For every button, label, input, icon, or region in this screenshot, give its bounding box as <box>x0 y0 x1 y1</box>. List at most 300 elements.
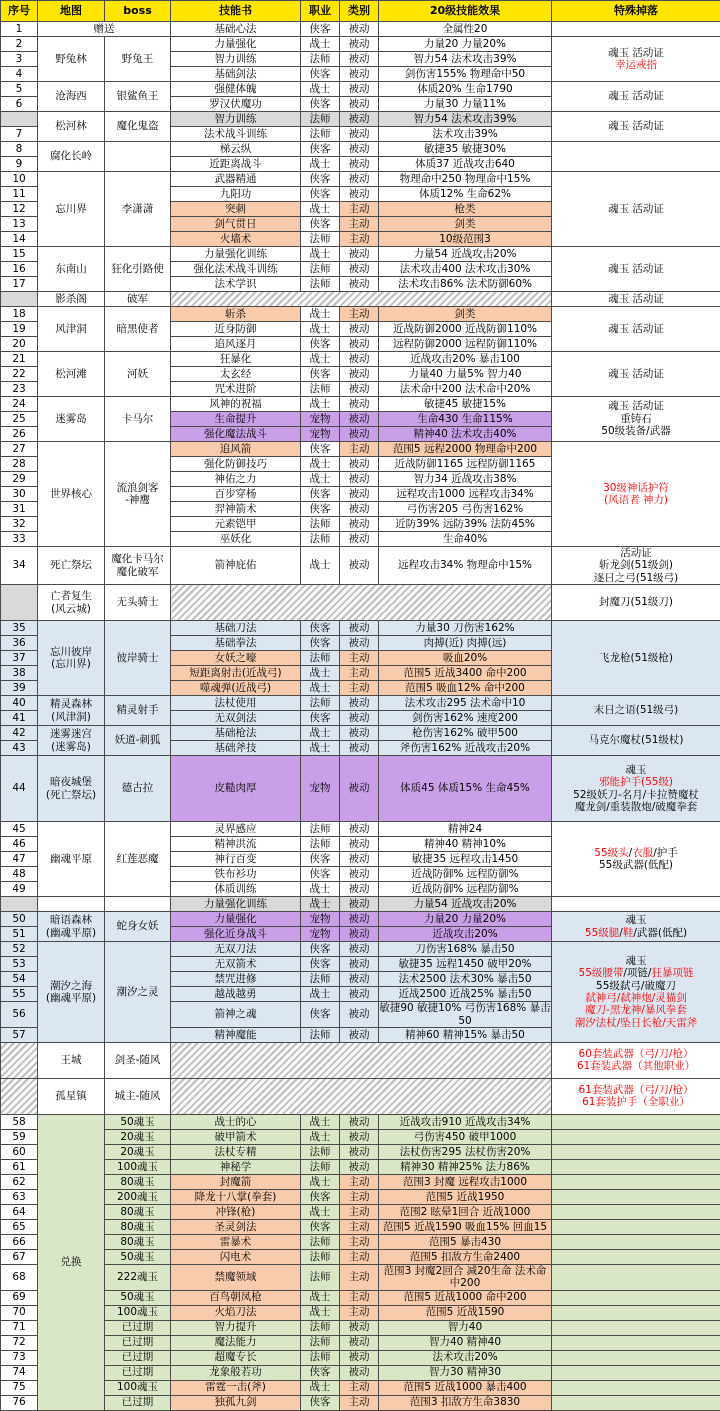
cell-class: 战士 <box>301 322 340 337</box>
table-row <box>1 247 720 262</box>
cell-num: 14 <box>1 232 38 247</box>
cell-special-drop <box>552 1290 720 1305</box>
cell-category: 被动 <box>340 1144 379 1159</box>
cell-num: 50 <box>1 912 38 927</box>
cell-category: 主动 <box>340 1380 379 1395</box>
cell-effect: 力量30 刀伤害162% <box>379 621 552 636</box>
cell-class: 战士 <box>301 397 340 412</box>
cell-boss: 潮汐之灵 <box>105 942 171 1043</box>
cell-map: 松河林 <box>38 112 105 142</box>
cell-category: 被动 <box>340 711 379 726</box>
cell-skill-book: 禁咒进修 <box>171 972 301 987</box>
cell-category: 被动 <box>340 262 379 277</box>
cell-class: 法师 <box>301 1144 340 1159</box>
cell-special-drop <box>552 1219 720 1234</box>
cell-class: 侠客 <box>301 1002 340 1028</box>
table-row <box>1 1078 720 1114</box>
cell-class: 侠客 <box>301 367 340 382</box>
cell-class: 法师 <box>301 382 340 397</box>
cell-map: 腐化长岭 <box>38 142 105 172</box>
cell-class: 战士 <box>301 666 340 681</box>
cell-special-drop: 魂玉 活动证 <box>552 247 720 292</box>
cell-special-drop: 61套装武器（弓/刀/枪） 61套装护手（全职业） <box>552 1078 720 1114</box>
cell-class: 侠客 <box>301 636 340 651</box>
cell-effect: 近战攻击20% <box>379 927 552 942</box>
cell-effect: 近防39% 远防39% 法防45% <box>379 517 552 532</box>
cell-num: 26 <box>1 427 38 442</box>
col-header-category: 类别 <box>340 1 379 22</box>
cell-class: 侠客 <box>301 1365 340 1380</box>
cell-num: 29 <box>1 472 38 487</box>
table-row <box>1 1234 720 1249</box>
cell-num: 5 <box>1 82 38 97</box>
cell-class: 战士 <box>301 82 340 97</box>
cell-skill-book: 力量强化 <box>171 37 301 52</box>
cell-num: 69 <box>1 1290 38 1305</box>
table-row <box>1 547 720 585</box>
table-row <box>1 912 720 927</box>
cell-special-drop <box>552 1129 720 1144</box>
cell-skill-book: 降龙十八掌(拳套) <box>171 1189 301 1204</box>
cell-category: 被动 <box>340 1320 379 1335</box>
cell-effect: 弓伤害205 弓伤害162% <box>379 502 552 517</box>
cell-boss: 精灵射手 <box>105 696 171 726</box>
cell-skill-book: 独孤九剑 <box>171 1395 301 1410</box>
cell-num: 23 <box>1 382 38 397</box>
cell-class: 侠客 <box>301 867 340 882</box>
cell-num: 37 <box>1 651 38 666</box>
table-row <box>1 1380 720 1395</box>
cell-effect: 范围5 近战1000 暴击400 <box>379 1380 552 1395</box>
cell-num: 74 <box>1 1365 38 1380</box>
cell-boss: 妖道-刺狐 <box>105 726 171 756</box>
cell-category: 被动 <box>340 322 379 337</box>
cell-effect: 枪伤害162% 破甲500 <box>379 726 552 741</box>
cell-effect: 力量54 近战攻击20% <box>379 247 552 262</box>
cell-category: 被动 <box>340 472 379 487</box>
table-row <box>1 585 720 621</box>
cell-skill-book: 体质训练 <box>171 882 301 897</box>
cell-map: 死亡祭坛 <box>38 547 105 585</box>
cell-special-drop: 活动证 斩龙剑(51级剑) 逐日之弓(51级弓) <box>552 547 720 585</box>
cell-boss: 李潇潇 <box>105 172 171 247</box>
table-row <box>1 726 720 741</box>
cell-skill-book: 巫妖化 <box>171 532 301 547</box>
cell-num: 13 <box>1 217 38 232</box>
cell-class: 战士 <box>301 1290 340 1305</box>
cell-category: 被动 <box>340 367 379 382</box>
cell-special-drop: 魂玉 活动证 <box>552 307 720 352</box>
cell-category: 被动 <box>340 337 379 352</box>
cell-class: 战士 <box>301 987 340 1002</box>
cell-map: 精灵森林 (风津洞) <box>38 696 105 726</box>
table-row <box>1 621 720 636</box>
cell-effect: 剑类 <box>379 217 552 232</box>
table-row <box>1 1144 720 1159</box>
cell-skill-book: 强化魔法战斗 <box>171 427 301 442</box>
cell-skill-book: 神佑之力 <box>171 472 301 487</box>
cell-num: 10 <box>1 172 38 187</box>
cell-boss: 彼岸骑士 <box>105 621 171 696</box>
cell-num: 67 <box>1 1249 38 1264</box>
cell-skill-book: 百鸟朝凤枪 <box>171 1290 301 1305</box>
cell-category: 被动 <box>340 187 379 202</box>
cell-map: 东南山 <box>38 247 105 292</box>
cell-class: 战士 <box>301 547 340 585</box>
table-row <box>1 397 720 412</box>
cell-effect: 体质37 近战攻击640 <box>379 157 552 172</box>
cell-num: 76 <box>1 1395 38 1410</box>
cell-category: 被动 <box>340 1002 379 1028</box>
cell-special-drop <box>552 1350 720 1365</box>
cell-effect: 近战防御2000 近战防御110% <box>379 322 552 337</box>
cell-map: 迷雾迷宫 (迷雾岛) <box>38 726 105 756</box>
cell-num: 44 <box>1 756 38 822</box>
cell-effect: 敏捷35 远程1450 破甲20% <box>379 957 552 972</box>
cell-num <box>1 292 38 307</box>
cell-effect: 范围5 近战1950 <box>379 1189 552 1204</box>
cell-map: 亡者复生 (风云城) <box>38 585 105 621</box>
cell-category: 被动 <box>340 37 379 52</box>
cell-category: 主动 <box>340 232 379 247</box>
cell-class: 侠客 <box>301 172 340 187</box>
cell-skill-book: 超魔专长 <box>171 1350 301 1365</box>
cell-category: 被动 <box>340 741 379 756</box>
table-row <box>1 696 720 711</box>
cell-num: 35 <box>1 621 38 636</box>
cell-skill-book <box>171 1042 552 1078</box>
table-row <box>1 1159 720 1174</box>
cell-special-drop: 魂玉 55级腿/鞋/武器(低配) <box>552 912 720 942</box>
cell-effect: 近战攻击910 近战攻击34% <box>379 1114 552 1129</box>
cell-skill-book: 羿神箭术 <box>171 502 301 517</box>
cell-category: 主动 <box>340 1219 379 1234</box>
table-row <box>1 822 720 837</box>
cell-special-drop <box>552 1159 720 1174</box>
cell-skill-book: 箭神之魂 <box>171 1002 301 1028</box>
cell-class: 战士 <box>301 1305 340 1320</box>
table-header <box>1 1 720 22</box>
cell-skill-book: 太玄经 <box>171 367 301 382</box>
cell-effect: 剑类 <box>379 307 552 322</box>
cell-class: 侠客 <box>301 217 340 232</box>
col-header-num: 序号 <box>1 1 38 22</box>
cell-effect: 敏捷35 远程攻击1450 <box>379 852 552 867</box>
cell-num: 61 <box>1 1159 38 1174</box>
cell-num: 43 <box>1 741 38 756</box>
cell-class: 战士 <box>301 726 340 741</box>
cell-class: 侠客 <box>301 942 340 957</box>
cell-boss: 已过期 <box>105 1335 171 1350</box>
table-row <box>1 942 720 957</box>
table-row <box>1 1320 720 1335</box>
cell-effect: 刀伤害168% 暴击50 <box>379 942 552 957</box>
cell-category: 被动 <box>340 1114 379 1129</box>
cell-num: 59 <box>1 1129 38 1144</box>
cell-num: 68 <box>1 1264 38 1290</box>
cell-class: 侠客 <box>301 142 340 157</box>
cell-category: 被动 <box>340 382 379 397</box>
col-header-special-drop: 特殊掉落 <box>552 1 720 22</box>
cell-skill-book: 斩杀 <box>171 307 301 322</box>
cell-num: 31 <box>1 502 38 517</box>
cell-effect: 智力54 法术攻击39% <box>379 52 552 67</box>
cell-category: 主动 <box>340 1204 379 1219</box>
cell-effect: 10级范围3 <box>379 232 552 247</box>
cell-skill-book: 近身防御 <box>171 322 301 337</box>
cell-skill-book: 无双箭术 <box>171 957 301 972</box>
cell-num <box>1 1078 38 1114</box>
cell-num: 57 <box>1 1027 38 1042</box>
cell-skill-book: 龙象般若功 <box>171 1365 301 1380</box>
cell-class: 法师 <box>301 1249 340 1264</box>
cell-category: 被动 <box>340 112 379 127</box>
cell-category: 被动 <box>340 427 379 442</box>
cell-special-drop <box>552 1335 720 1350</box>
table-row <box>1 142 720 157</box>
cell-effect: 敏捷35 敏捷30% <box>379 142 552 157</box>
cell-class: 战士 <box>301 307 340 322</box>
cell-category: 被动 <box>340 942 379 957</box>
cell-effect: 智力34 近战攻击38% <box>379 472 552 487</box>
cell-special-drop: 魂玉 55级腰带/项链/狂暴项链 55级弑弓/破魔刀 弑神弓/弑神炮/灵猫剑 魔刀-黑龙神/暴风拳套 潮汐法杖/坠日长枪/天雷斧 <box>552 942 720 1043</box>
cell-skill-book: 力量强化 <box>171 912 301 927</box>
cell-skill-book: 皮糙肉厚 <box>171 756 301 822</box>
cell-category: 被动 <box>340 517 379 532</box>
cell-skill-book: 神行百变 <box>171 852 301 867</box>
cell-effect: 斧伤害162% 近战攻击20% <box>379 741 552 756</box>
cell-map: 赠送 <box>38 22 171 37</box>
cell-boss: 已过期 <box>105 1320 171 1335</box>
cell-num: 9 <box>1 157 38 172</box>
cell-category: 被动 <box>340 621 379 636</box>
cell-num: 71 <box>1 1320 38 1335</box>
header-row <box>1 1 720 22</box>
cell-category: 主动 <box>340 202 379 217</box>
cell-num: 27 <box>1 442 38 457</box>
cell-category: 被动 <box>340 1159 379 1174</box>
cell-skill-book: 神秘学 <box>171 1159 301 1174</box>
cell-effect: 法术命中200 法术命中20% <box>379 382 552 397</box>
cell-special-drop <box>552 1114 720 1129</box>
cell-effect: 范围2 眩晕1回合 近战1000 <box>379 1204 552 1219</box>
cell-category: 被动 <box>340 82 379 97</box>
cell-num: 12 <box>1 202 38 217</box>
cell-skill-book: 法杖专精 <box>171 1144 301 1159</box>
cell-class: 侠客 <box>301 487 340 502</box>
cell-effect: 法术攻击295 法术命中10 <box>379 696 552 711</box>
cell-effect: 精神30 精神25% 法力86% <box>379 1159 552 1174</box>
cell-effect: 远程攻击34% 物理命中15% <box>379 547 552 585</box>
cell-num <box>1 1042 38 1078</box>
cell-class: 法师 <box>301 1335 340 1350</box>
cell-special-drop <box>552 897 720 912</box>
cell-skill-book <box>171 585 552 621</box>
cell-boss: 222魂玉 <box>105 1264 171 1290</box>
cell-map: 暗语森林 (幽魂平原) <box>38 912 105 942</box>
cell-num: 1 <box>1 22 38 37</box>
cell-class: 侠客 <box>301 442 340 457</box>
cell-effect: 范围3 扣敌方生命3830 <box>379 1395 552 1410</box>
table-row <box>1 442 720 457</box>
cell-num: 49 <box>1 882 38 897</box>
col-header-boss: boss <box>105 1 171 22</box>
cell-class: 法师 <box>301 1234 340 1249</box>
cell-class: 侠客 <box>301 22 340 37</box>
cell-class: 侠客 <box>301 1219 340 1234</box>
cell-special-drop <box>552 1234 720 1249</box>
cell-special-drop: 魂玉 活动证 <box>552 292 720 307</box>
cell-special-drop: 30级神话护符 (风语者 神力) <box>552 442 720 547</box>
cell-map: 影杀阁 <box>38 292 105 307</box>
cell-class: 战士 <box>301 202 340 217</box>
cell-num: 52 <box>1 942 38 957</box>
cell-class: 宠物 <box>301 912 340 927</box>
cell-map: 忘川界 <box>38 172 105 247</box>
cell-category: 被动 <box>340 67 379 82</box>
cell-skill-book: 女妖之嚎 <box>171 651 301 666</box>
cell-skill-book: 精神魔能 <box>171 1027 301 1042</box>
cell-num: 60 <box>1 1144 38 1159</box>
cell-effect: 法术攻击400 法术攻击30% <box>379 262 552 277</box>
cell-boss: 50魂玉 <box>105 1114 171 1129</box>
cell-class: 侠客 <box>301 957 340 972</box>
cell-category: 主动 <box>340 666 379 681</box>
cell-category: 被动 <box>340 912 379 927</box>
cell-num: 56 <box>1 1002 38 1028</box>
cell-num: 6 <box>1 97 38 112</box>
cell-num: 64 <box>1 1204 38 1219</box>
cell-num: 7 <box>1 127 38 142</box>
table-row <box>1 1335 720 1350</box>
cell-class: 宠物 <box>301 756 340 822</box>
cell-skill-book: 风神的祝福 <box>171 397 301 412</box>
cell-boss: 已过期 <box>105 1395 171 1410</box>
cell-effect: 法术攻击39% <box>379 127 552 142</box>
cell-class: 战士 <box>301 681 340 696</box>
cell-num: 34 <box>1 547 38 585</box>
table-row <box>1 292 720 307</box>
cell-skill-book: 力量强化训练 <box>171 897 301 912</box>
cell-class: 法师 <box>301 1350 340 1365</box>
cell-effect: 范围5 近战1590 吸血15% 回血15 <box>379 1219 552 1234</box>
cell-effect: 全属性20 <box>379 22 552 37</box>
cell-num: 24 <box>1 397 38 412</box>
cell-class: 战士 <box>301 157 340 172</box>
cell-num: 70 <box>1 1305 38 1320</box>
cell-effect: 力量20 力量20% <box>379 912 552 927</box>
cell-num: 8 <box>1 142 38 157</box>
cell-special-drop <box>552 1189 720 1204</box>
table-row <box>1 756 720 822</box>
cell-special-drop: 末日之语(51级弓) <box>552 696 720 726</box>
cell-class: 法师 <box>301 822 340 837</box>
cell-map: 王城 <box>38 1042 105 1078</box>
cell-boss <box>105 897 171 912</box>
cell-effect: 体质20% 生命1790 <box>379 82 552 97</box>
table-row <box>1 1305 720 1320</box>
cell-map: 松河滩 <box>38 352 105 397</box>
cell-skill-book: 生命提升 <box>171 412 301 427</box>
cell-effect: 体质45 体质15% 生命45% <box>379 756 552 822</box>
cell-special-drop <box>552 1174 720 1189</box>
cell-skill-book: 追风逐月 <box>171 337 301 352</box>
cell-boss: 80魂玉 <box>105 1204 171 1219</box>
cell-category: 被动 <box>340 636 379 651</box>
cell-boss: 无头骑士 <box>105 585 171 621</box>
cell-class: 法师 <box>301 277 340 292</box>
cell-skill-book: 箭神庇佑 <box>171 547 301 585</box>
cell-num: 25 <box>1 412 38 427</box>
cell-special-drop: 魂玉 活动证 <box>552 112 720 142</box>
cell-boss: 破军 <box>105 292 171 307</box>
cell-num: 65 <box>1 1219 38 1234</box>
table-row <box>1 1395 720 1410</box>
cell-special-drop: 魂玉 活动证 重铸石 50级装备/武器 <box>552 397 720 442</box>
cell-skill-book: 狂暴化 <box>171 352 301 367</box>
table-row <box>1 897 720 912</box>
cell-category: 主动 <box>340 681 379 696</box>
cell-class: 法师 <box>301 532 340 547</box>
cell-category: 主动 <box>340 1290 379 1305</box>
cell-num: 38 <box>1 666 38 681</box>
cell-special-drop <box>552 1320 720 1335</box>
cell-effect: 智力54 法术攻击39% <box>379 112 552 127</box>
cell-class: 战士 <box>301 882 340 897</box>
cell-skill-book: 禁魔领域 <box>171 1264 301 1290</box>
cell-boss: 200魂玉 <box>105 1189 171 1204</box>
cell-num: 20 <box>1 337 38 352</box>
cell-num: 36 <box>1 636 38 651</box>
cell-category: 被动 <box>340 1365 379 1380</box>
cell-skill-book: 封魔箭 <box>171 1174 301 1189</box>
cell-num: 30 <box>1 487 38 502</box>
cell-skill-book: 魔法能力 <box>171 1335 301 1350</box>
cell-class: 法师 <box>301 232 340 247</box>
cell-effect: 体质12% 生命62% <box>379 187 552 202</box>
cell-class: 法师 <box>301 1027 340 1042</box>
col-header-map: 地图 <box>38 1 105 22</box>
cell-category: 被动 <box>340 837 379 852</box>
cell-category: 主动 <box>340 1249 379 1264</box>
cell-skill-book: 基础拳法 <box>171 636 301 651</box>
cell-class: 法师 <box>301 1264 340 1290</box>
cell-class: 侠客 <box>301 337 340 352</box>
cell-effect: 近战防御% 远程防御% <box>379 882 552 897</box>
cell-boss: 100魂玉 <box>105 1305 171 1320</box>
cell-class: 战士 <box>301 897 340 912</box>
cell-boss: 银鲨鱼王 <box>105 82 171 112</box>
cell-class: 法师 <box>301 837 340 852</box>
cell-category: 被动 <box>340 142 379 157</box>
col-header-class: 职业 <box>301 1 340 22</box>
cell-effect: 生命430 生命115% <box>379 412 552 427</box>
cell-special-drop <box>552 1204 720 1219</box>
cell-boss: 20魂玉 <box>105 1144 171 1159</box>
table-row <box>1 1042 720 1078</box>
cell-num: 17 <box>1 277 38 292</box>
cell-num: 47 <box>1 852 38 867</box>
cell-boss: 80魂玉 <box>105 1174 171 1189</box>
cell-category: 被动 <box>340 277 379 292</box>
cell-skill-book: 基础枪法 <box>171 726 301 741</box>
cell-category: 被动 <box>340 882 379 897</box>
table-row <box>1 307 720 322</box>
cell-category: 被动 <box>340 696 379 711</box>
cell-class: 法师 <box>301 1159 340 1174</box>
cell-skill-book: 智力训练 <box>171 112 301 127</box>
cell-special-drop <box>552 1395 720 1410</box>
